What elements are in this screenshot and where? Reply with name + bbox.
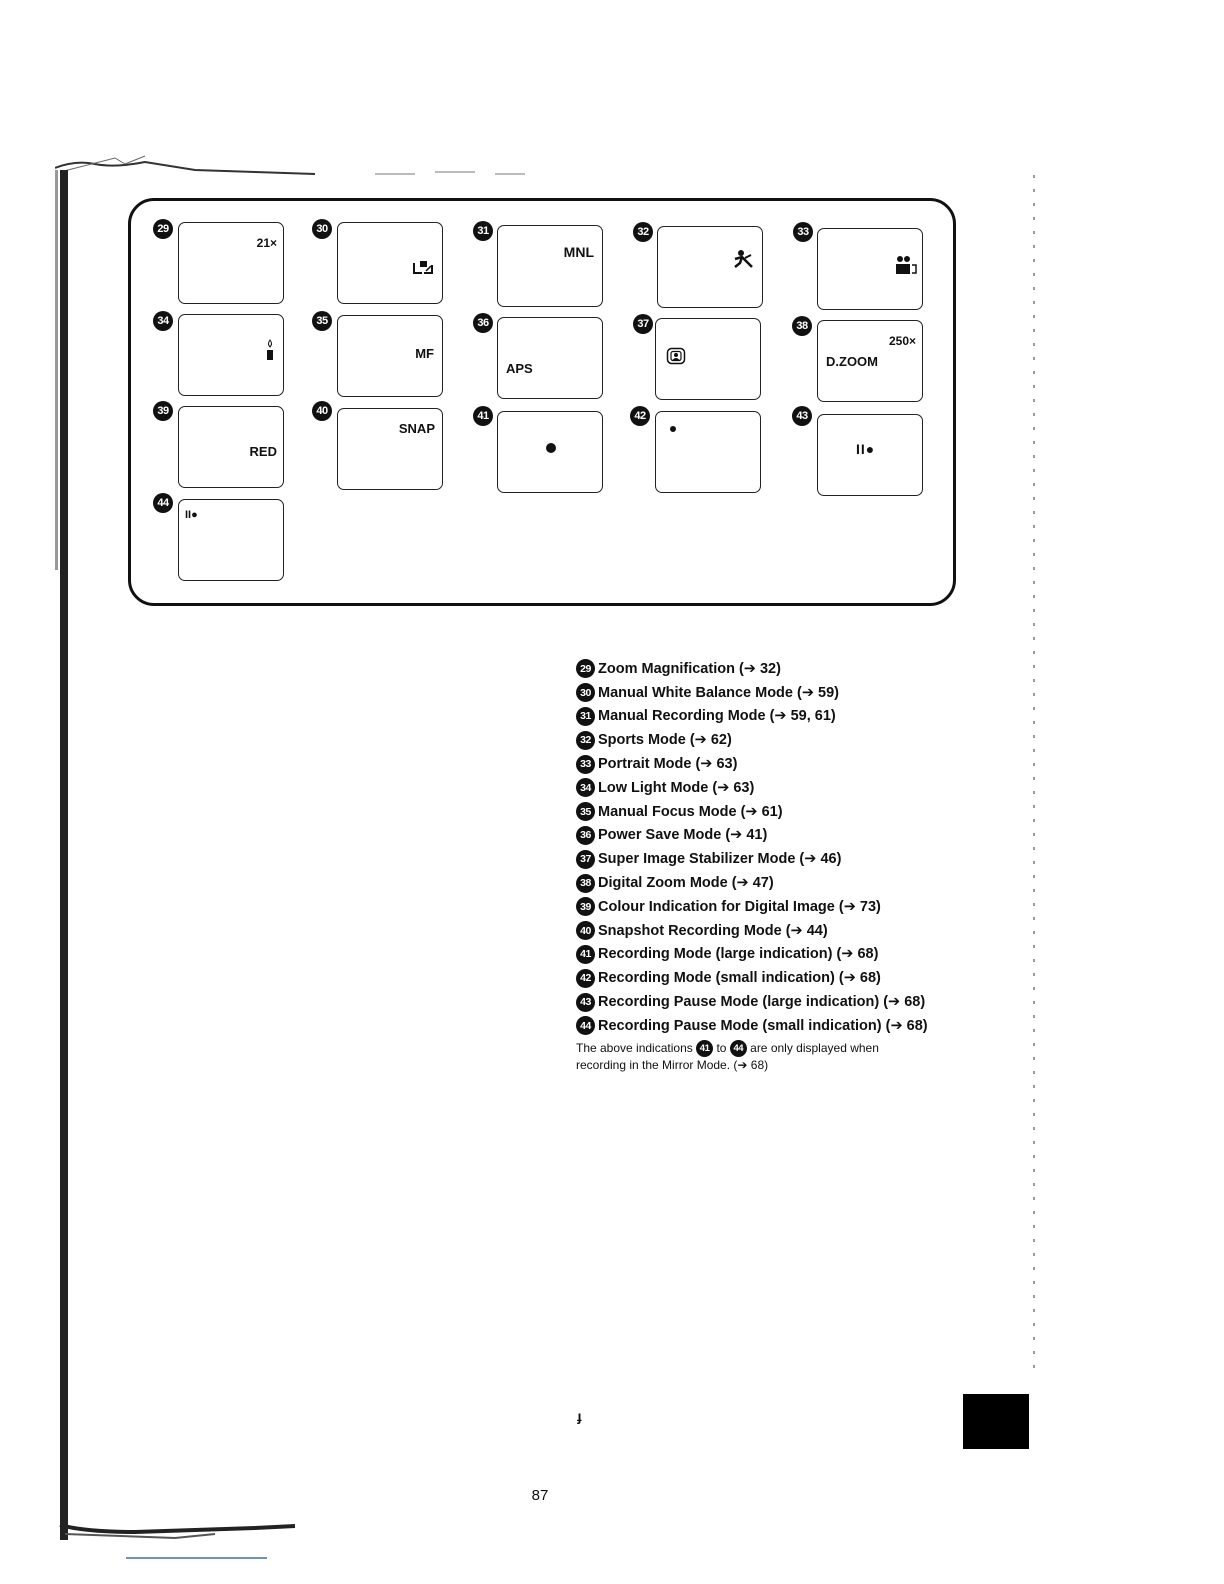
legend-number: 40 (576, 921, 595, 940)
legend-item (576, 728, 976, 752)
indicator-number: 39 (153, 401, 173, 421)
image-stabilizer-icon (666, 347, 686, 365)
legend-label: Digital Zoom Mode (➔ 47) (598, 875, 774, 892)
screen-colour-indication (178, 406, 284, 488)
legend-item (576, 824, 976, 848)
indicator-number: 42 (630, 406, 650, 426)
legend-label: Super Image Stabilizer Mode (➔ 46) (598, 851, 842, 868)
legend-label: Power Save Mode (➔ 41) (598, 827, 768, 844)
zoom-value: 21× (256, 236, 277, 250)
screen-zoom-magnification (178, 222, 284, 304)
screen-image-stabilizer (655, 318, 761, 400)
legend-item (576, 681, 976, 705)
scan-edge-left (60, 170, 68, 1540)
legend-item (576, 943, 976, 967)
legend-number: 30 (576, 683, 595, 702)
legend-label: Manual White Balance Mode (➔ 59) (598, 684, 839, 701)
legend-item (576, 657, 976, 681)
thumb-index-tab (963, 1394, 1029, 1449)
legend-item (576, 705, 976, 729)
digital-zoom-value: 250× (888, 334, 916, 348)
legend-number: 35 (576, 802, 595, 821)
legend-number: 43 (576, 993, 595, 1012)
scan-edge-left-shadow (55, 170, 58, 570)
indicator-number: 29 (153, 219, 173, 239)
screen-manual-white-balance (337, 222, 443, 304)
legend-item (576, 990, 976, 1014)
screen-pause-large (817, 414, 923, 496)
legend-item (576, 776, 976, 800)
legend-label: Snapshot Recording Mode (➔ 44) (598, 922, 828, 939)
screen-snapshot (337, 408, 443, 490)
blue-rule (126, 1557, 267, 1559)
screen-recording-large (497, 411, 603, 493)
screen-digital-zoom (817, 320, 923, 402)
indicator-number: 32 (633, 222, 653, 242)
mf-label: MF (415, 346, 434, 361)
indicator-number: 43 (792, 406, 812, 426)
indicator-number: 34 (153, 311, 173, 331)
aps-label: APS (506, 361, 533, 376)
legend-number: 44 (576, 1016, 595, 1035)
red-label: RED (249, 444, 277, 459)
screen-power-save (497, 317, 603, 399)
legend-label: Recording Pause Mode (large indication) (➔ 68) (598, 994, 926, 1011)
screen-sports-mode (657, 226, 763, 308)
legend-label: Sports Mode (➔ 62) (598, 732, 732, 749)
legend-label: Portrait Mode (➔ 63) (598, 756, 738, 773)
legend-label: Low Light Mode (➔ 63) (598, 779, 755, 796)
indicator-number: 35 (312, 311, 332, 331)
screen-recording-small (655, 411, 761, 493)
legend-number: 42 (576, 969, 595, 988)
indicator-number: 37 (633, 314, 653, 334)
indicator-number: 30 (312, 219, 332, 239)
dzoom-label: D.ZOOM (826, 354, 878, 369)
indicator-number: 38 (792, 316, 812, 336)
legend-item (576, 966, 976, 990)
screen-manual-focus (337, 315, 443, 397)
screen-pause-small (178, 499, 284, 581)
legend-number: 39 (576, 897, 595, 916)
legend-number: 38 (576, 874, 595, 893)
screen-portrait-mode (817, 228, 923, 310)
legend-label: Colour Indication for Digital Image (➔ 73) (598, 898, 881, 915)
legend-item (576, 871, 976, 895)
screen-manual-recording (497, 225, 603, 307)
indicator-number: 40 (312, 401, 332, 421)
record-dot-small-icon (670, 426, 676, 432)
indicator-legend (576, 657, 976, 1074)
legend-number: 32 (576, 731, 595, 750)
portrait-mode-icon (894, 255, 918, 275)
legend-number: 29 (576, 659, 595, 678)
stray-mark: ɟ (577, 1408, 582, 1424)
indicator-number: 33 (793, 222, 813, 242)
legend-label: Manual Focus Mode (➔ 61) (598, 803, 783, 820)
indicator-number: 41 (473, 406, 493, 426)
indicator-number: 44 (153, 493, 173, 513)
legend-number: 41 (576, 945, 595, 964)
legend-label: Recording Mode (large indication) (➔ 68) (598, 946, 879, 963)
legend-number: 36 (576, 826, 595, 845)
legend-label: Zoom Magnification (➔ 32) (598, 660, 781, 677)
scan-noise-bottom (55, 1520, 395, 1550)
pause-record-large-icon: II● (856, 441, 876, 457)
legend-label: Manual Recording Mode (➔ 59, 61) (598, 708, 836, 725)
legend-item (576, 1014, 976, 1038)
mirror-mode-note (576, 1040, 976, 1074)
legend-item (576, 752, 976, 776)
pause-record-small-icon: II● (185, 509, 198, 521)
manual-white-balance-icon (412, 259, 434, 275)
legend-number: 37 (576, 850, 595, 869)
note-number-to: 44 (730, 1040, 747, 1057)
legend-label: Recording Pause Mode (small indication) (➔ 68) (598, 1017, 928, 1034)
snap-label: SNAP (398, 421, 435, 436)
note-number-from: 41 (696, 1040, 713, 1057)
legend-item (576, 895, 976, 919)
indicator-number: 31 (473, 221, 493, 241)
legend-number: 31 (576, 707, 595, 726)
note-text-3: recording in the Mirror Mode. (➔ 68) (576, 1058, 769, 1073)
note-text-1: The above indications (576, 1040, 693, 1055)
record-dot-large-icon (546, 443, 556, 453)
legend-number: 34 (576, 778, 595, 797)
note-text-2: are only displayed when (750, 1040, 879, 1055)
legend-number: 33 (576, 755, 595, 774)
indicator-number: 36 (473, 313, 493, 333)
legend-item (576, 919, 976, 943)
scan-edge-right (1033, 175, 1035, 1375)
legend-item (576, 847, 976, 871)
low-light-candle-icon (265, 339, 275, 361)
page-number: 87 (531, 1487, 549, 1504)
screen-low-light (178, 314, 284, 396)
sports-mode-icon (732, 249, 754, 269)
legend-label: Recording Mode (small indication) (➔ 68) (598, 970, 881, 987)
note-to: to (716, 1040, 727, 1055)
mnl-label: MNL (563, 244, 594, 260)
legend-item (576, 800, 976, 824)
scan-noise-top (55, 150, 555, 178)
